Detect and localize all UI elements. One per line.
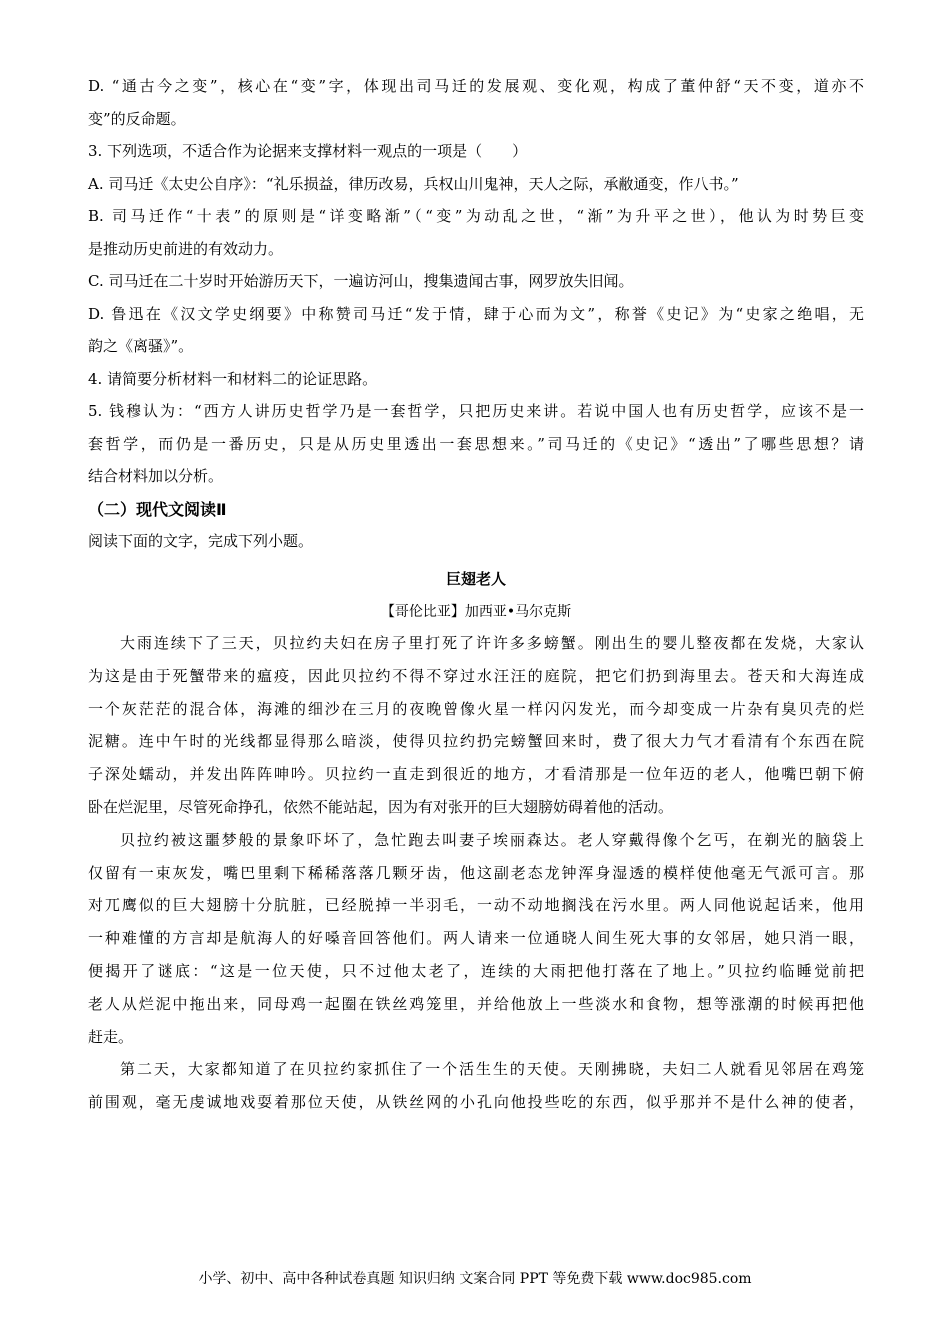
section-instruction: 阅读下面的文字，完成下列小题。 bbox=[88, 531, 314, 550]
question-3-option-b-line-1: B. 司马迁作“十表”的原则是“详变略渐”（“变”为动乱之世，“渐”为升平之世），他认为时势巨变 bbox=[88, 207, 864, 225]
page-footer: 小学、初中、高中各种试卷真题 知识归纳 文案合同 PPT 等免费下载 www.doc985.com bbox=[198, 1271, 752, 1287]
paragraph-line: 第二天，大家都知道了在贝拉约家抓住了一个活生生的天使。天刚拂晓，夫妇二人就看见邻居在鸡笼 bbox=[120, 1060, 864, 1079]
story-title: 巨翅老人 bbox=[445, 570, 506, 588]
paragraph-line: 一个灰茫茫的混合体，海滩的细沙在三月的夜晚曾像火星一样闪闪发光，而今却变成一片杂有臭贝壳的烂 bbox=[88, 699, 864, 718]
question-3-option-c: C. 司马迁在二十岁时开始游历天下，一遍访河山，搜集遗闻古事，网罗放失旧闻。 bbox=[88, 272, 634, 290]
paragraph-line: 卧在烂泥里，尽管死命挣孔，依然不能站起，因为有对张开的巨大翅膀妨碍着他的活动。 bbox=[88, 797, 674, 816]
story-paragraph-3 bbox=[88, 1053, 864, 1119]
question-5-line-3: 结合材料加以分析。 bbox=[88, 467, 224, 485]
question-3-option-d-line-2: 韵之《离骚》”。 bbox=[88, 337, 194, 355]
question-3-stem: 3. 下列选项，不适合作为论据来支撑材料一观点的一项是（ ） bbox=[88, 142, 528, 160]
story bbox=[88, 561, 864, 1119]
paragraph-line: 为这是由于死蟹带来的瘟疫，因此贝拉约不得不穿过水汪汪的庭院，把它们扔到海里去。苍天和大海连成 bbox=[88, 666, 864, 685]
paragraph-line: 便揭开了谜底：“这是一位天使，只不过他太老了，连续的大雨把他打落在了地上。”贝拉约临睡觉前把 bbox=[88, 961, 864, 980]
story-paragraph-2 bbox=[88, 824, 864, 1054]
question-3-option-b-line-2: 是推动历史前进的有效动力。 bbox=[88, 239, 284, 258]
paragraph-line: 大雨连续下了三天，贝拉约夫妇在房子里打死了许许多多螃蟹。刚出生的婴儿整夜都在发烧，大家认 bbox=[120, 634, 864, 652]
question-3-option-d-line-1: D. 鲁迅在《汉文学史纲要》中称赞司马迁“发于情，肆于心而为文”，称誉《史记》为“史家之绝唱，无 bbox=[88, 304, 864, 323]
question-5-line-2: 套哲学，而仍是一番历史，只是从历史里透出一套思想来。”司马迁的《史记》“透出”了哪些思想？请 bbox=[88, 434, 864, 453]
paragraph-line: 老人从烂泥中拖出来，同母鸡一起圈在铁丝鸡笼里，并给他放上一些淡水和食物，想等涨潮的时候再把他 bbox=[88, 994, 864, 1013]
document-body bbox=[88, 70, 864, 1119]
question-5-line-1: 5. 钱穆认为：“西方人讲历史哲学乃是一套哲学，只把历史来讲。若说中国人也有历史哲学，应该不是一 bbox=[88, 402, 864, 420]
question-2-option-d-line-2: 变”的反命题。 bbox=[88, 109, 186, 128]
paragraph-line: 仅留有一束灰发，嘴巴里剩下稀稀落落几颗牙齿，他这副老态龙钟浑身湿透的模样使他毫无气派可言。那 bbox=[88, 863, 864, 882]
paragraph-line: 泥糖。连中午时的光线都显得那么暗淡，使得贝拉约扔完螃蟹回来时，费了很大力气才看清有个东西在院 bbox=[88, 732, 864, 751]
paragraph-line: 赶走。 bbox=[88, 1027, 134, 1046]
paragraph-line: 子深处蠕动，并发出阵阵呻吟。贝拉约一直走到很近的地方，才看清那是一位年迈的老人，他嘴巴朝下俯 bbox=[88, 765, 864, 784]
question-4: 4. 请简要分析材料一和材料二的论证思路。 bbox=[88, 369, 378, 388]
section-heading: （二）现代文阅读Ⅱ bbox=[88, 499, 227, 519]
paragraph-line: 对兀鹰似的巨大翅膀十分肮脏，已经脱掉一半羽毛，一动不动地搁浅在污水里。两人同他说起话来，他用 bbox=[88, 896, 864, 915]
paragraph-line: 贝拉约被这噩梦般的景象吓坏了，急忙跑去叫妻子埃丽森达。老人穿戴得像个乞丐，在剃光的脑袋上 bbox=[120, 830, 864, 849]
paragraph-line: 前围观，毫无虔诚地戏耍着那位天使，从铁丝网的小孔向他投些吃的东西，似乎那并不是什么神的使者， bbox=[88, 1093, 864, 1112]
question-3-option-a: A. 司马迁《太史公自序》：“礼乐损益，律历改易，兵权山川鬼神，天人之际，承敝通变，作八书。” bbox=[88, 174, 739, 193]
story-paragraph-1 bbox=[88, 627, 864, 824]
story-author: 【哥伦比亚】加西亚•马尔克斯 bbox=[380, 604, 572, 620]
paragraph-line: 一种难懂的方言却是航海人的好嗓音回答他们。两人请来一位通晓人间生死大事的女邻居，她只消一眼， bbox=[88, 929, 864, 948]
question-2-option-d-line-1: D. “通古今之变”，核心在“变”字，体现出司马迁的发展观、变化观，构成了董仲舒“天不变，道亦不 bbox=[88, 77, 864, 95]
